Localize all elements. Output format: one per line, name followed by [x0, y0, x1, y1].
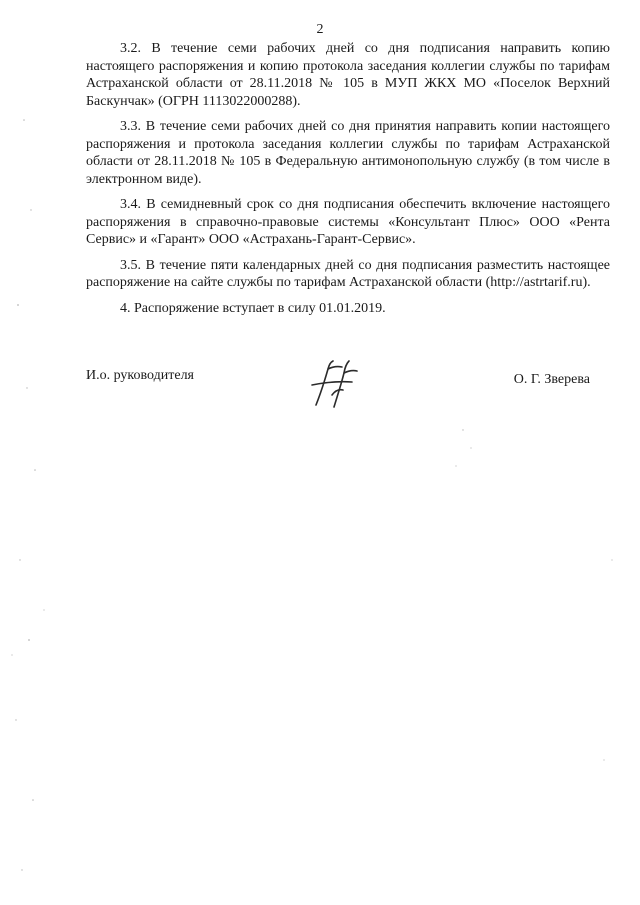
signature-block — [86, 355, 610, 415]
paragraph-3-4: 3.4. В семидневный срок со дня подписания обеспечить включение настоящего распоряжения в справочно-правовые системы «Консультант Плюс» ООО «Рента Сервис» и «Гарант» ООО «Астрахань-Гарант-Сервис». — [86, 197, 610, 247]
page-number: 2 — [316, 22, 324, 37]
paragraph-3-3: 3.3. В течение семи рабочих дней со дня принятия направить копии настоящего распоряжения и протокола заседания коллегии службы по тарифам Астраханской области от 28.11.2018 № 105 в Федеральную антимонопольную службу (в том числе в электронном виде). — [86, 119, 610, 187]
paragraph-3-5: 3.5. В течение пяти календарных дней со дня подписания разместить настоящее распоряжение на сайте службы по тарифам Астраханской области (http://astrtarif.ru). — [86, 257, 610, 290]
signer-name: О. Г. Зверева — [513, 372, 590, 387]
document-body — [86, 40, 610, 325]
signer-title: И.о. руководителя — [86, 368, 195, 383]
handwritten-signature — [302, 355, 366, 413]
paragraph-4: 4. Распоряжение вступает в силу 01.01.2019. — [120, 300, 386, 316]
paragraph-3-2: 3.2. В течение семи рабочих дней со дня подписания направить копию настоящего распоряжения и копию протокола заседания коллегии службы по тарифам Астраханской области от 28.11.2018 № 105 в МУП ЖКХ МО «Поселок Верхний Баскунчак» (ОГРН 1113022000288). — [86, 41, 610, 109]
